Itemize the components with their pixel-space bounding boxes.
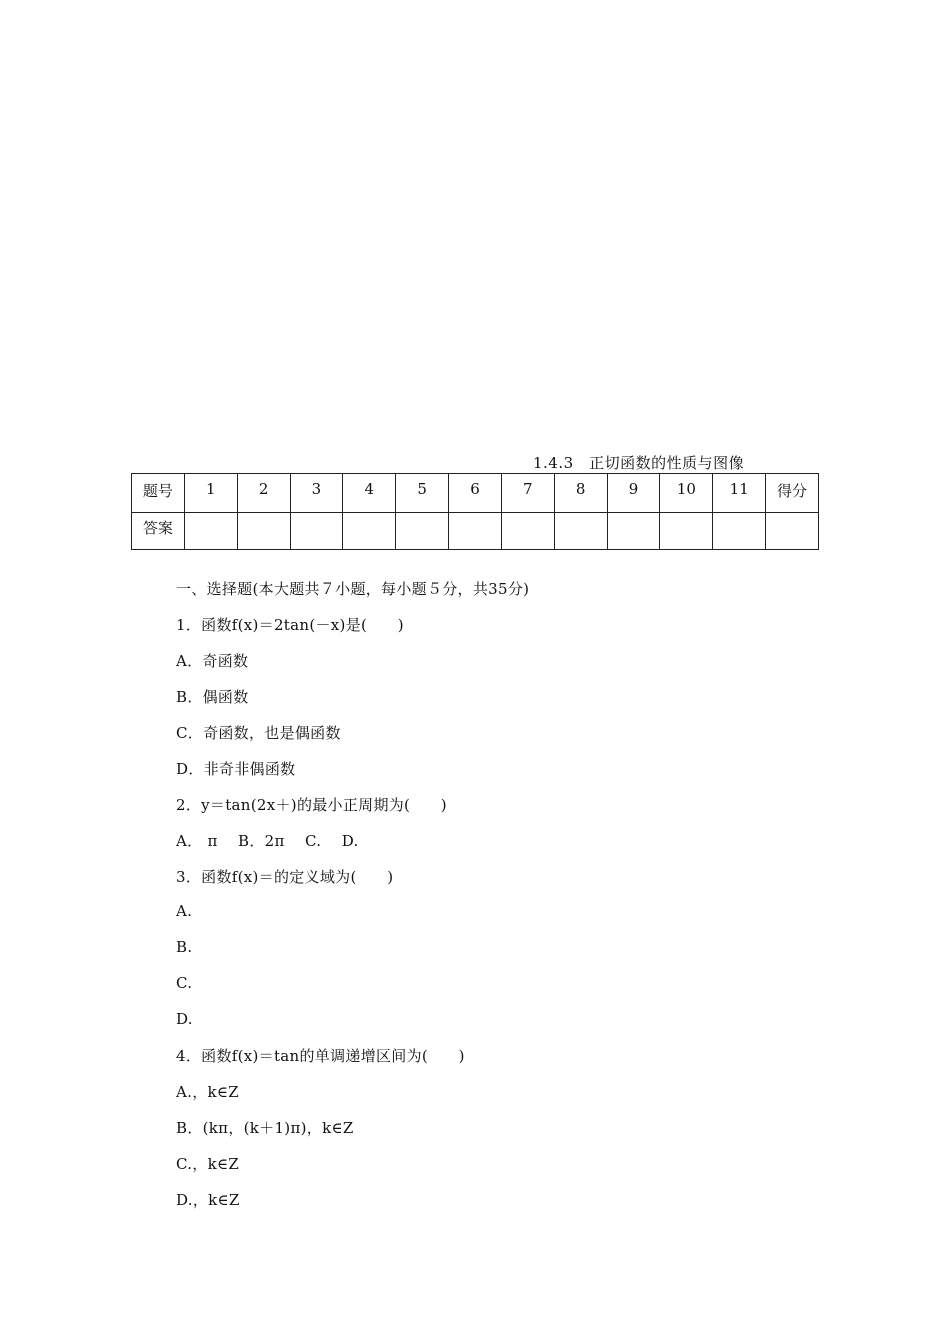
- option-1b: B．偶函数: [176, 688, 249, 706]
- table-cell-q2: 2: [237, 474, 290, 513]
- option-3c: C.: [176, 974, 193, 992]
- option-4a: A.，k∈Z: [176, 1083, 240, 1101]
- table-cell-header: 题号: [132, 474, 185, 513]
- table-cell-q3: 3: [290, 474, 343, 513]
- table-cell-q8: 8: [554, 474, 607, 513]
- table-cell-score: 得分: [766, 474, 819, 513]
- table-cell-answer-label: 答案: [132, 513, 185, 550]
- option-1c: C．奇函数，也是偶函数: [176, 724, 341, 742]
- option-3b: B.: [176, 938, 193, 956]
- table-cell-q1: 1: [184, 474, 237, 513]
- answer-cell-5: [396, 513, 449, 550]
- answer-cell-7: [501, 513, 554, 550]
- table-cell-q6: 6: [449, 474, 502, 513]
- option-4b: B．(kπ，(k＋1)π)，k∈Z: [176, 1119, 354, 1137]
- section-heading: 一、选择题(本大题共７小题，每小题５分，共35分): [176, 580, 530, 598]
- answer-cell-11: [713, 513, 766, 550]
- question-3: 3．函数f(x)＝的定义域为( ): [176, 868, 394, 886]
- answer-cell-6: [449, 513, 502, 550]
- question-2: 2．y＝tan(2x＋)的最小正周期为( ): [176, 796, 447, 814]
- answer-cell-2: [237, 513, 290, 550]
- question-1: 1．函数f(x)＝2tan(－x)是( ): [176, 616, 404, 634]
- option-4c: C.，k∈Z: [176, 1155, 240, 1173]
- table-cell-q5: 5: [396, 474, 449, 513]
- answer-table: [131, 473, 819, 550]
- option-4d: D.，k∈Z: [176, 1191, 240, 1209]
- option-3d: D.: [176, 1010, 193, 1028]
- table-cell-q10: 10: [660, 474, 713, 513]
- question-4: 4．函数f(x)＝tan的单调递增区间为( ): [176, 1047, 465, 1065]
- table-cell-q9: 9: [607, 474, 660, 513]
- answer-cell-8: [554, 513, 607, 550]
- answer-cell-score: [766, 513, 819, 550]
- table-cell-q4: 4: [343, 474, 396, 513]
- table-row-question-numbers: [132, 474, 819, 513]
- options-2: A． π B．2π C. D.: [176, 832, 359, 850]
- answer-cell-1: [184, 513, 237, 550]
- answer-cell-9: [607, 513, 660, 550]
- table-cell-q11: 11: [713, 474, 766, 513]
- answer-cell-3: [290, 513, 343, 550]
- table-cell-q7: 7: [501, 474, 554, 513]
- table-row-answers: [132, 513, 819, 550]
- page-title: 1.4.3 正切函数的性质与图像: [533, 454, 745, 472]
- answer-cell-10: [660, 513, 713, 550]
- option-3a: A.: [176, 902, 193, 920]
- option-1a: A．奇函数: [176, 652, 249, 670]
- option-1d: D．非奇非偶函数: [176, 760, 296, 778]
- answer-cell-4: [343, 513, 396, 550]
